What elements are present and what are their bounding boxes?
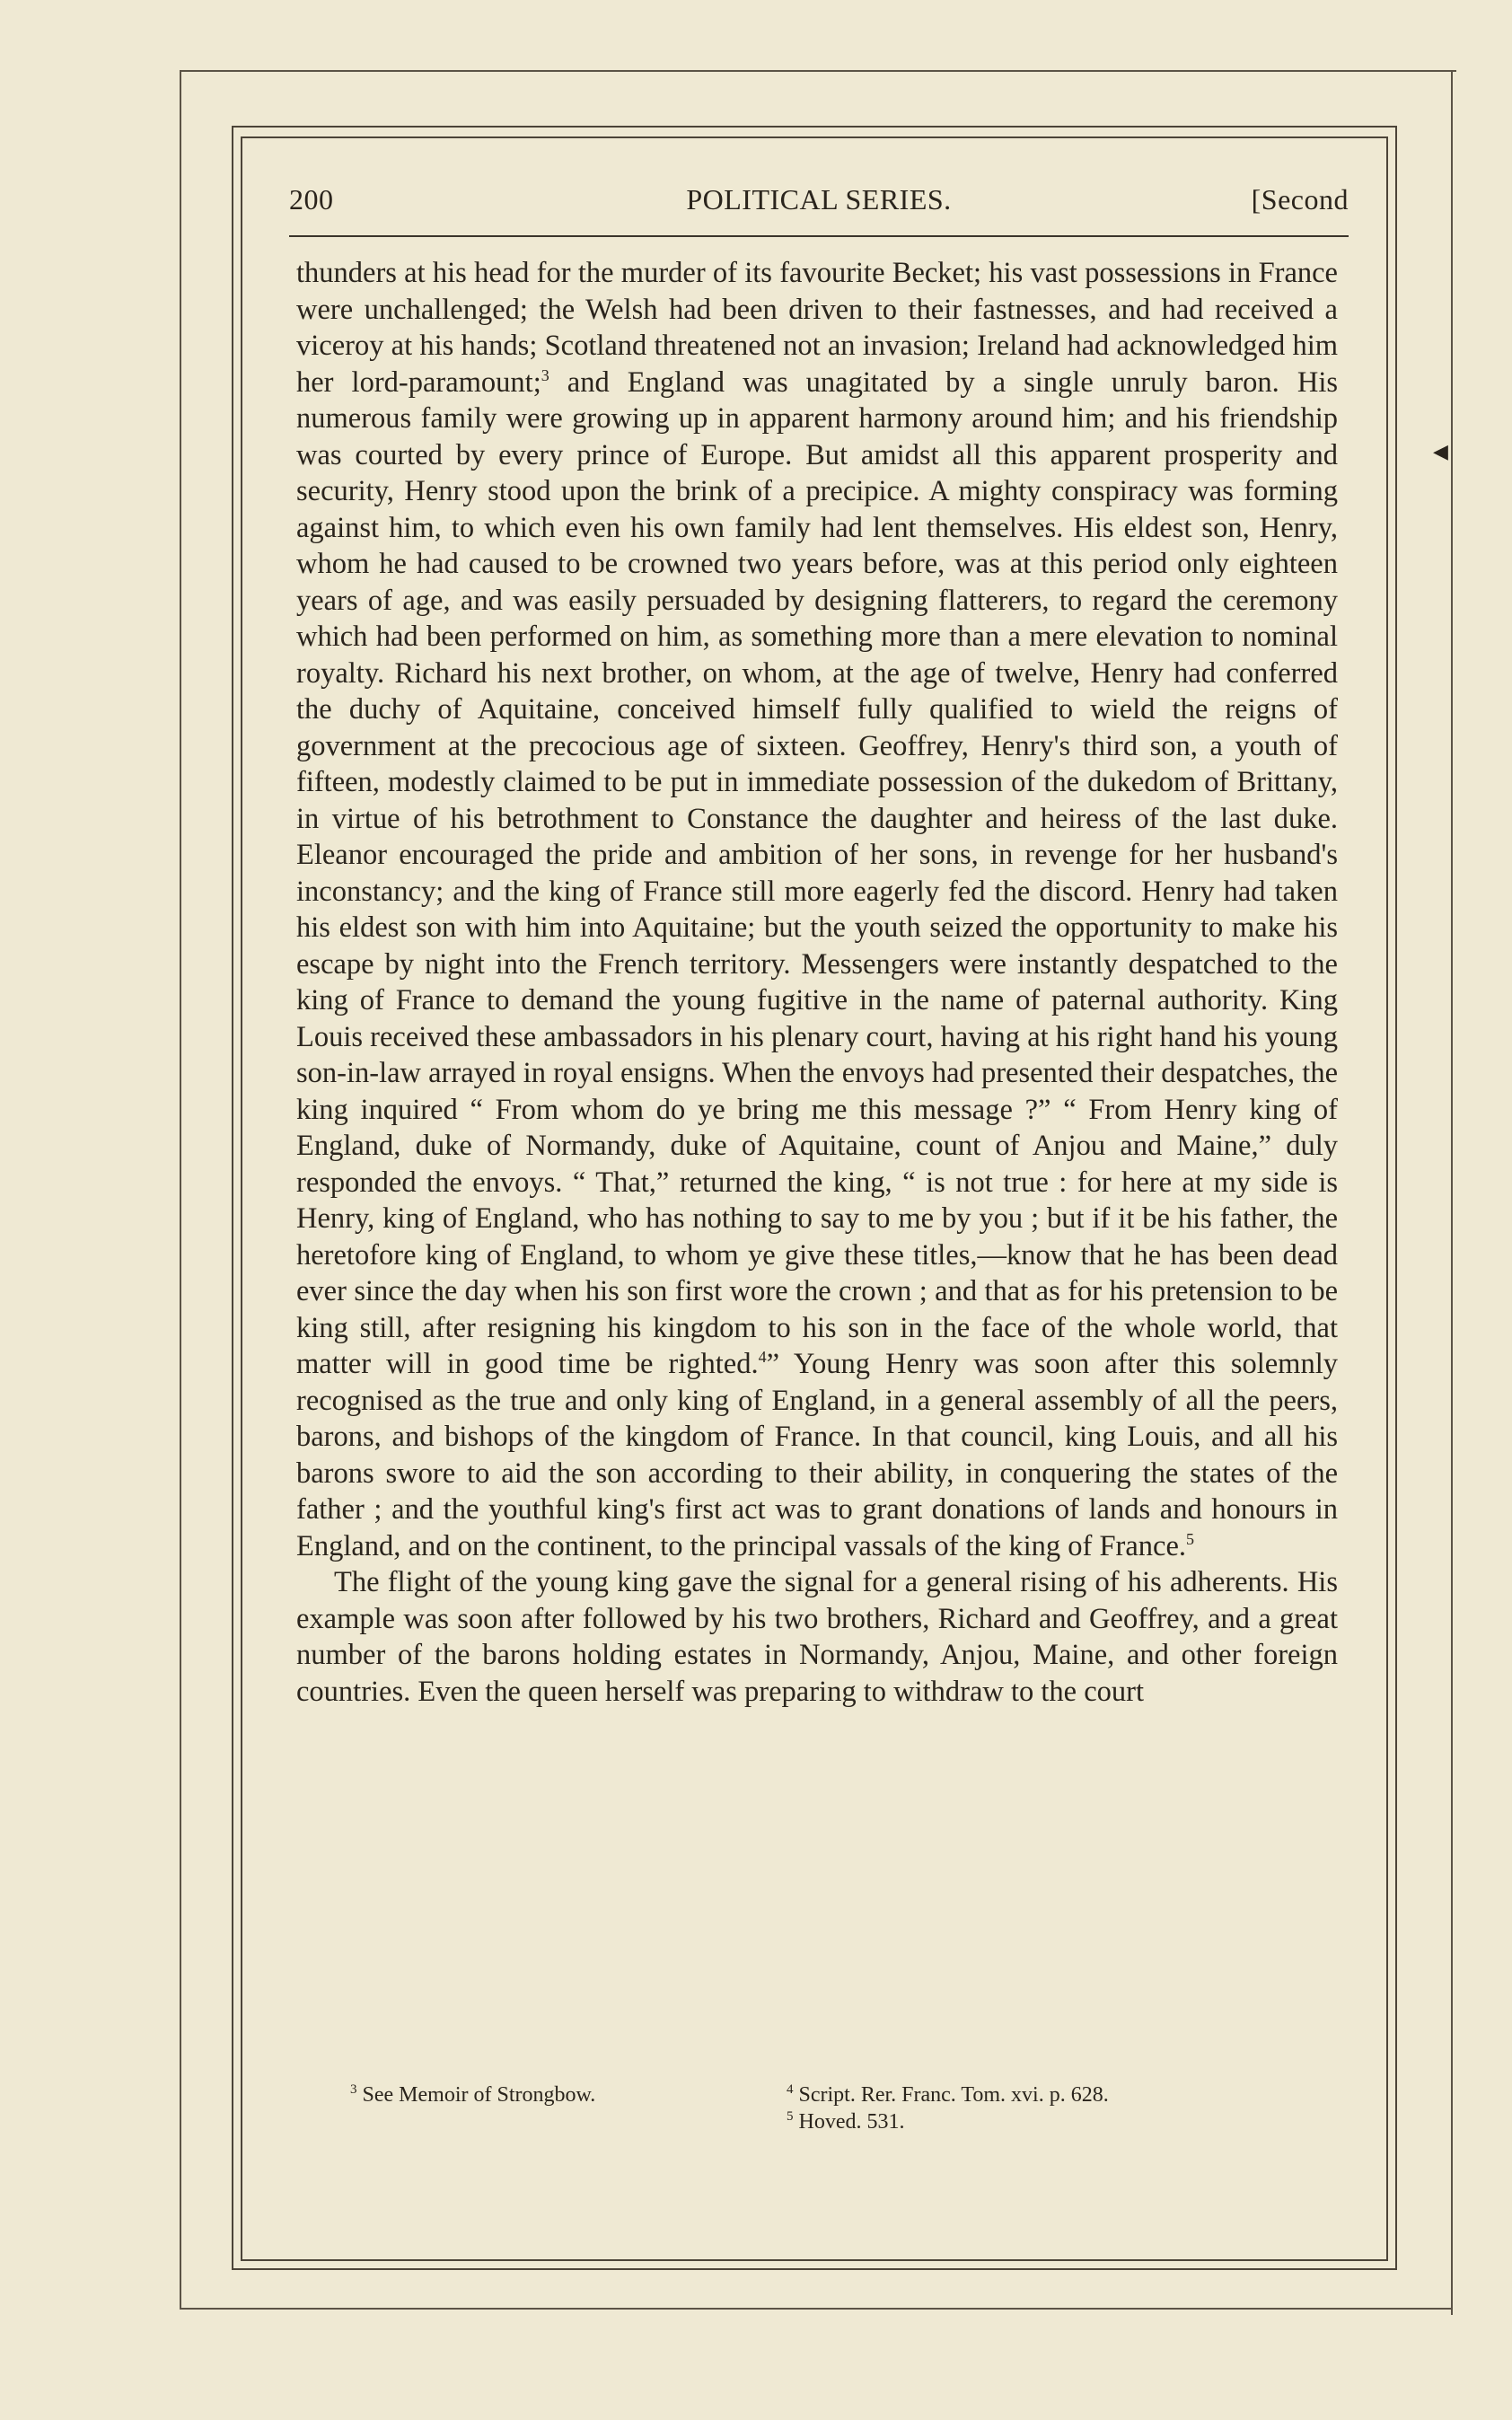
footnote: $^5$ Hoved. 531. bbox=[787, 2109, 905, 2134]
footnote-ref: 3 bbox=[541, 365, 549, 384]
running-title: POLITICAL SERIES. bbox=[686, 183, 952, 216]
page-number: 200 bbox=[289, 183, 334, 216]
paragraph: The flight of the young king gave the signal for a general rising of his adherents. His example was soon after followed by his two brothers, Richard and Geoffrey, and a great number of the barons holding estates in Normandy, Anjou, Maine, and other foreign countries. Even the queen herself was preparing to withdraw to the court bbox=[296, 1566, 1338, 1708]
footnote: $^3$ See Memoir of Strongbow. bbox=[350, 2082, 596, 2107]
footnote-ref: 4 bbox=[758, 1348, 767, 1367]
paragraph: thunders at his head for the murder of its favourite Becket; his vast possessions in France were unchallenged; the Welsh had been driven to their fastnesses, and had received a viceroy at his hands; Scotland threatened not an invasion; Ireland had acknowledged him her lord-paramount;$^3$ and England was unagitated by a single unruly baron. His numerous family were growing up in apparent harmony around him; and his friendship was courted by every prince of Europe. But amidst all this apparent prosperity and security, Henry stood upon the brink of a precipice. A mighty conspiracy was forming against him, to which even his own family had lent themselves. His eldest son, Henry, whom he had caused to be crowned two years before, was at this period only eighteen years of age, and was easily persuaded by designing flatterers, to regard the ceremony which had been performed on him, as something more than a mere elevation to nominal royalty. Richard his next brother, on whom, at the age of twelve, Henry had conferred the duchy of Aquitaine, conceived himself fully qualified to wield the reigns of government at the precocious age of sixteen. Geoffrey, Henry's third son, a youth of fifteen, modestly claimed to be put in immediate possession of the dukedom of Brittany, in virtue of his betrothment to Constance the daughter and heiress of the last duke. Eleanor encouraged the pride and ambition of her sons, in revenge for her husband's inconstancy; and the king of France still more eagerly fed the discord. Henry had taken his eldest son with him into Aquitaine; but the youth seized the opportunity to make his escape by night into the French territory. Messengers were instantly despatched to the king of France to demand the young fugitive in the name of paternal authority. King Louis received these ambassadors in his plenary court, having at his right hand his young son-in-law arrayed in royal ensigns. When the envoys had presented their despatches, the king inquired “ From whom do ye bring me this message ?” “ From Henry king of England, duke of Normandy, duke of Aquitaine, count of Anjou and Maine,” duly responded the envoys. “ That,” returned the king, “ is not true : for here at my side is Henry, king of England, who has nothing to say to me by you ; but if it be his father, the heretofore king of England, to whom ye give these titles,—know that he has been dead ever since the day when his son first wore the crown ; and that as for his pretension to be king still, after resigning his kingdom to his son in the face of the whole world, that matter will in good time be righted.$^4$” Young Henry was soon after this solemnly recognised as the true and only king of England, in a general assembly of all the peers, barons, and bishops of the kingdom of France. In that council, king Louis, and all his barons swore to aid the son according to their ability, in conquering the states of the father ; and the youthful king's first act was to grant donations of lands and honours in England, and on the continent, to the principal vassals of the king of France.$^5$ bbox=[296, 257, 1339, 1562]
body-text bbox=[296, 255, 1338, 1710]
footnote: $^4$ Script. Rer. Franc. Tom. xvi. p. 628. bbox=[787, 2082, 1109, 2107]
running-header bbox=[289, 180, 1349, 221]
header-rule bbox=[289, 235, 1349, 237]
section-label: [Second bbox=[1251, 183, 1349, 216]
plate-edge-bottom bbox=[180, 2308, 1453, 2310]
margin-marker-icon: ◀ bbox=[1433, 440, 1448, 462]
plate-edge-right bbox=[1451, 70, 1453, 2315]
footnote-ref: 5 bbox=[1186, 1529, 1194, 1548]
